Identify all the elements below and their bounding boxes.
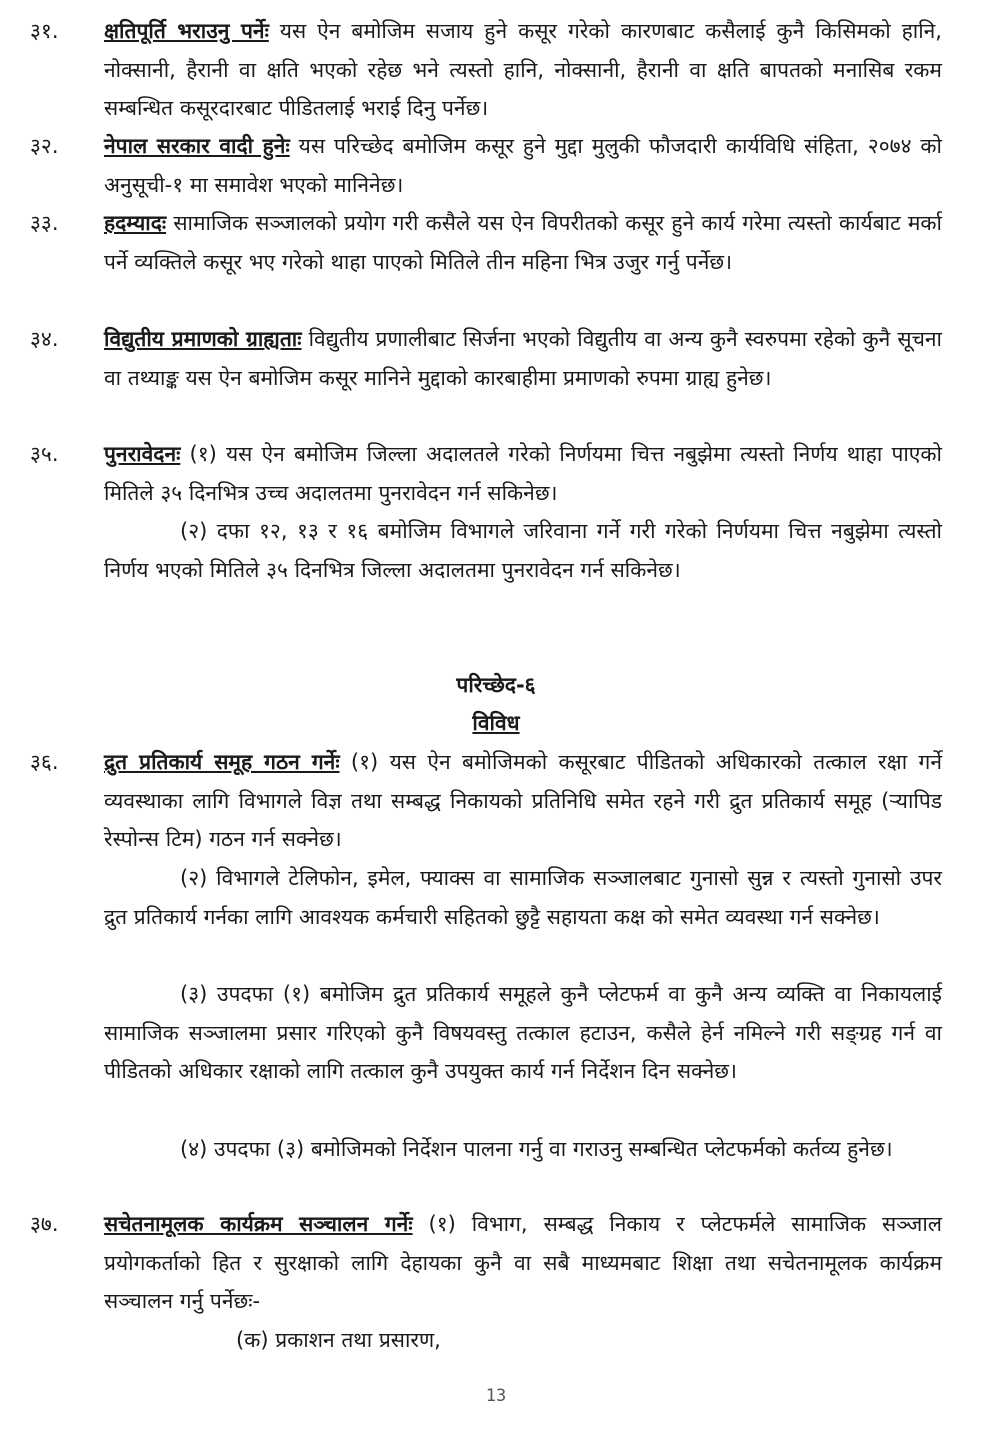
section-heading: पुनरावेदनः <box>104 442 181 466</box>
section-body <box>104 12 942 128</box>
section-body <box>104 204 942 281</box>
section-text: (१) यस ऐन बमोजिमको कसूरबाट पीडितको अधिकारको तत्काल रक्षा गर्ने व्यवस्थाका लागि विभागले विज्ञ तथा सम्बद्ध निकायको प्रतिनिधि समेत रहने गरी द्रुत प्रतिकार्य समूह (र्‍यापिड रेस्पोन्स टिम) गठन गर्न सक्नेछ। <box>104 750 942 851</box>
section-text: यस परिच्छेद बमोजिम कसूर हुने मुद्दा मुलुकी फौजदारी कार्यविधि संहिता, २०७४ को अनुसूची-१ मा समावेश भएको मानिनेछ। <box>104 134 943 197</box>
section-body <box>104 743 942 859</box>
section-body <box>104 435 942 512</box>
section-text: यस ऐन बमोजिम सजाय हुने कसूर गरेको कारणबाट कसैलाई कुनै किसिमको हानि, नोक्सानी, हैरानी वा क्षति भएको रहेछ भने त्यस्तो हानि, नोक्सानी, हैरानी वा क्षति बापतको मनासिब रकम सम्बन्धित कसूरदारबाट पीडितलाई भराई दिनु पर्नेछ। <box>104 19 942 120</box>
section-text: (१) विभाग, सम्बद्ध निकाय र प्लेटफर्मले सामाजिक सञ्जाल प्रयोगकर्ताको हित र सुरक्षाको लागि देहायका कुनै वा सबै माध्यमबाट शिक्षा तथा सचेतनामूलक कार्यक्रम सञ्चालन गर्नु पर्नेछः- <box>104 1212 942 1313</box>
section-text: सामाजिक सञ्जालको प्रयोग गरी कसैले यस ऐन विपरीतको कसूर हुने कार्य गरेमा त्यस्तो कार्यबाट मर्का पर्ने व्यक्तिले कसूर भए गरेको थाहा पाएको मितिले तीन महिना भित्र उजुर गर्नु पर्नेछ। <box>104 211 942 274</box>
section-body <box>104 320 942 397</box>
section-number: ३६. <box>30 750 59 774</box>
subsection-3: (३) उपदफा (१) बमोजिम द्रुत प्रतिकार्य समूहले कुनै प्लेटफर्म वा कुनै अन्य व्यक्ति वा निकायलाई सामाजिक सञ्जालमा प्रसार गरिएको कुनै विषयवस्तु तत्काल हटाउन, कसैले हेर्न नमिल्ने गरी सङ्ग्रह गर्न वा पीडितको अधिकार रक्षाको लागि तत्काल कुनै उपयुक्त कार्य गर्न निर्देशन दिन सक्नेछ। <box>104 982 942 1083</box>
page-number: 13 <box>485 1386 507 1406</box>
section-number: ३५. <box>30 442 59 466</box>
section-number: ३३. <box>30 211 59 235</box>
section-heading: हदम्यादः <box>104 211 167 235</box>
section-number: ३७. <box>30 1212 59 1236</box>
section-text: विद्युतीय प्रणालीबाट सिर्जना भएको विद्युतीय वा अन्य कुनै स्वरुपमा रहेको कुनै सूचना वा तथ्याङ्क यस ऐन बमोजिम कसूर मानिने मुद्दाको कारबाहीमा प्रमाणको रुपमा ग्राह्य हुनेछ। <box>104 327 942 390</box>
section-text: (१) यस ऐन बमोजिम जिल्ला अदालतले गरेको निर्णयमा चित्त नबुझेमा त्यस्तो निर्णय थाहा पाएको मितिले ३५ दिनभित्र उच्च अदालतमा पुनरावेदन गर्न सकिनेछ। <box>104 442 942 505</box>
section-number: ३२. <box>30 134 59 158</box>
chapter-title: परिच्छेद-६ <box>456 673 536 697</box>
subsection-2: (२) विभागले टेलिफोन, इमेल, फ्याक्स वा सामाजिक सञ्जालबाट गुनासो सुन्न र त्यस्तो गुनासो उपर द्रुत प्रतिकार्य गर्नका लागि आवश्यक कर्मचारी सहितको छुट्टै सहायता कक्ष को समेत व्यवस्था गर्न सक्नेछ। <box>104 866 942 929</box>
section-heading: द्रुत प्रतिकार्य समूह गठन गर्नेः <box>104 750 340 774</box>
section-heading: नेपाल सरकार वादी हुनेः <box>104 134 290 158</box>
section-heading: क्षतिपूर्ति भराउनु पर्नेः <box>104 19 269 43</box>
subsection-2: (२) दफा १२, १३ र १६ बमोजिम विभागले जरिवाना गर्ने गरी गरेको निर्णयमा चित्त नबुझेमा त्यस्तो निर्णय भएको मितिले ३५ दिनभित्र जिल्ला अदालतमा पुनरावेदन गर्न सकिनेछ। <box>104 519 942 582</box>
chapter-subtitle-text: विविध <box>472 711 520 735</box>
section-number: ३१. <box>30 19 59 43</box>
section-heading: सचेतनामूलक कार्यक्रम सञ्चालन गर्नेः <box>104 1212 413 1236</box>
section-number: ३४. <box>30 327 59 351</box>
list-item-ka: (क) प्रकाशन तथा प्रसारण, <box>236 1328 441 1352</box>
section-heading: विद्युतीय प्रमाणको ग्राह्यताः <box>104 327 302 351</box>
chapter-subtitle <box>0 704 992 742</box>
section-body <box>104 1205 942 1321</box>
subsection-4: (४) उपदफा (३) बमोजिमको निर्देशन पालना गर्नु वा गराउनु सम्बन्धित प्लेटफर्मको कर्तव्य हुनेछ। <box>180 1137 893 1161</box>
section-body <box>104 127 942 204</box>
